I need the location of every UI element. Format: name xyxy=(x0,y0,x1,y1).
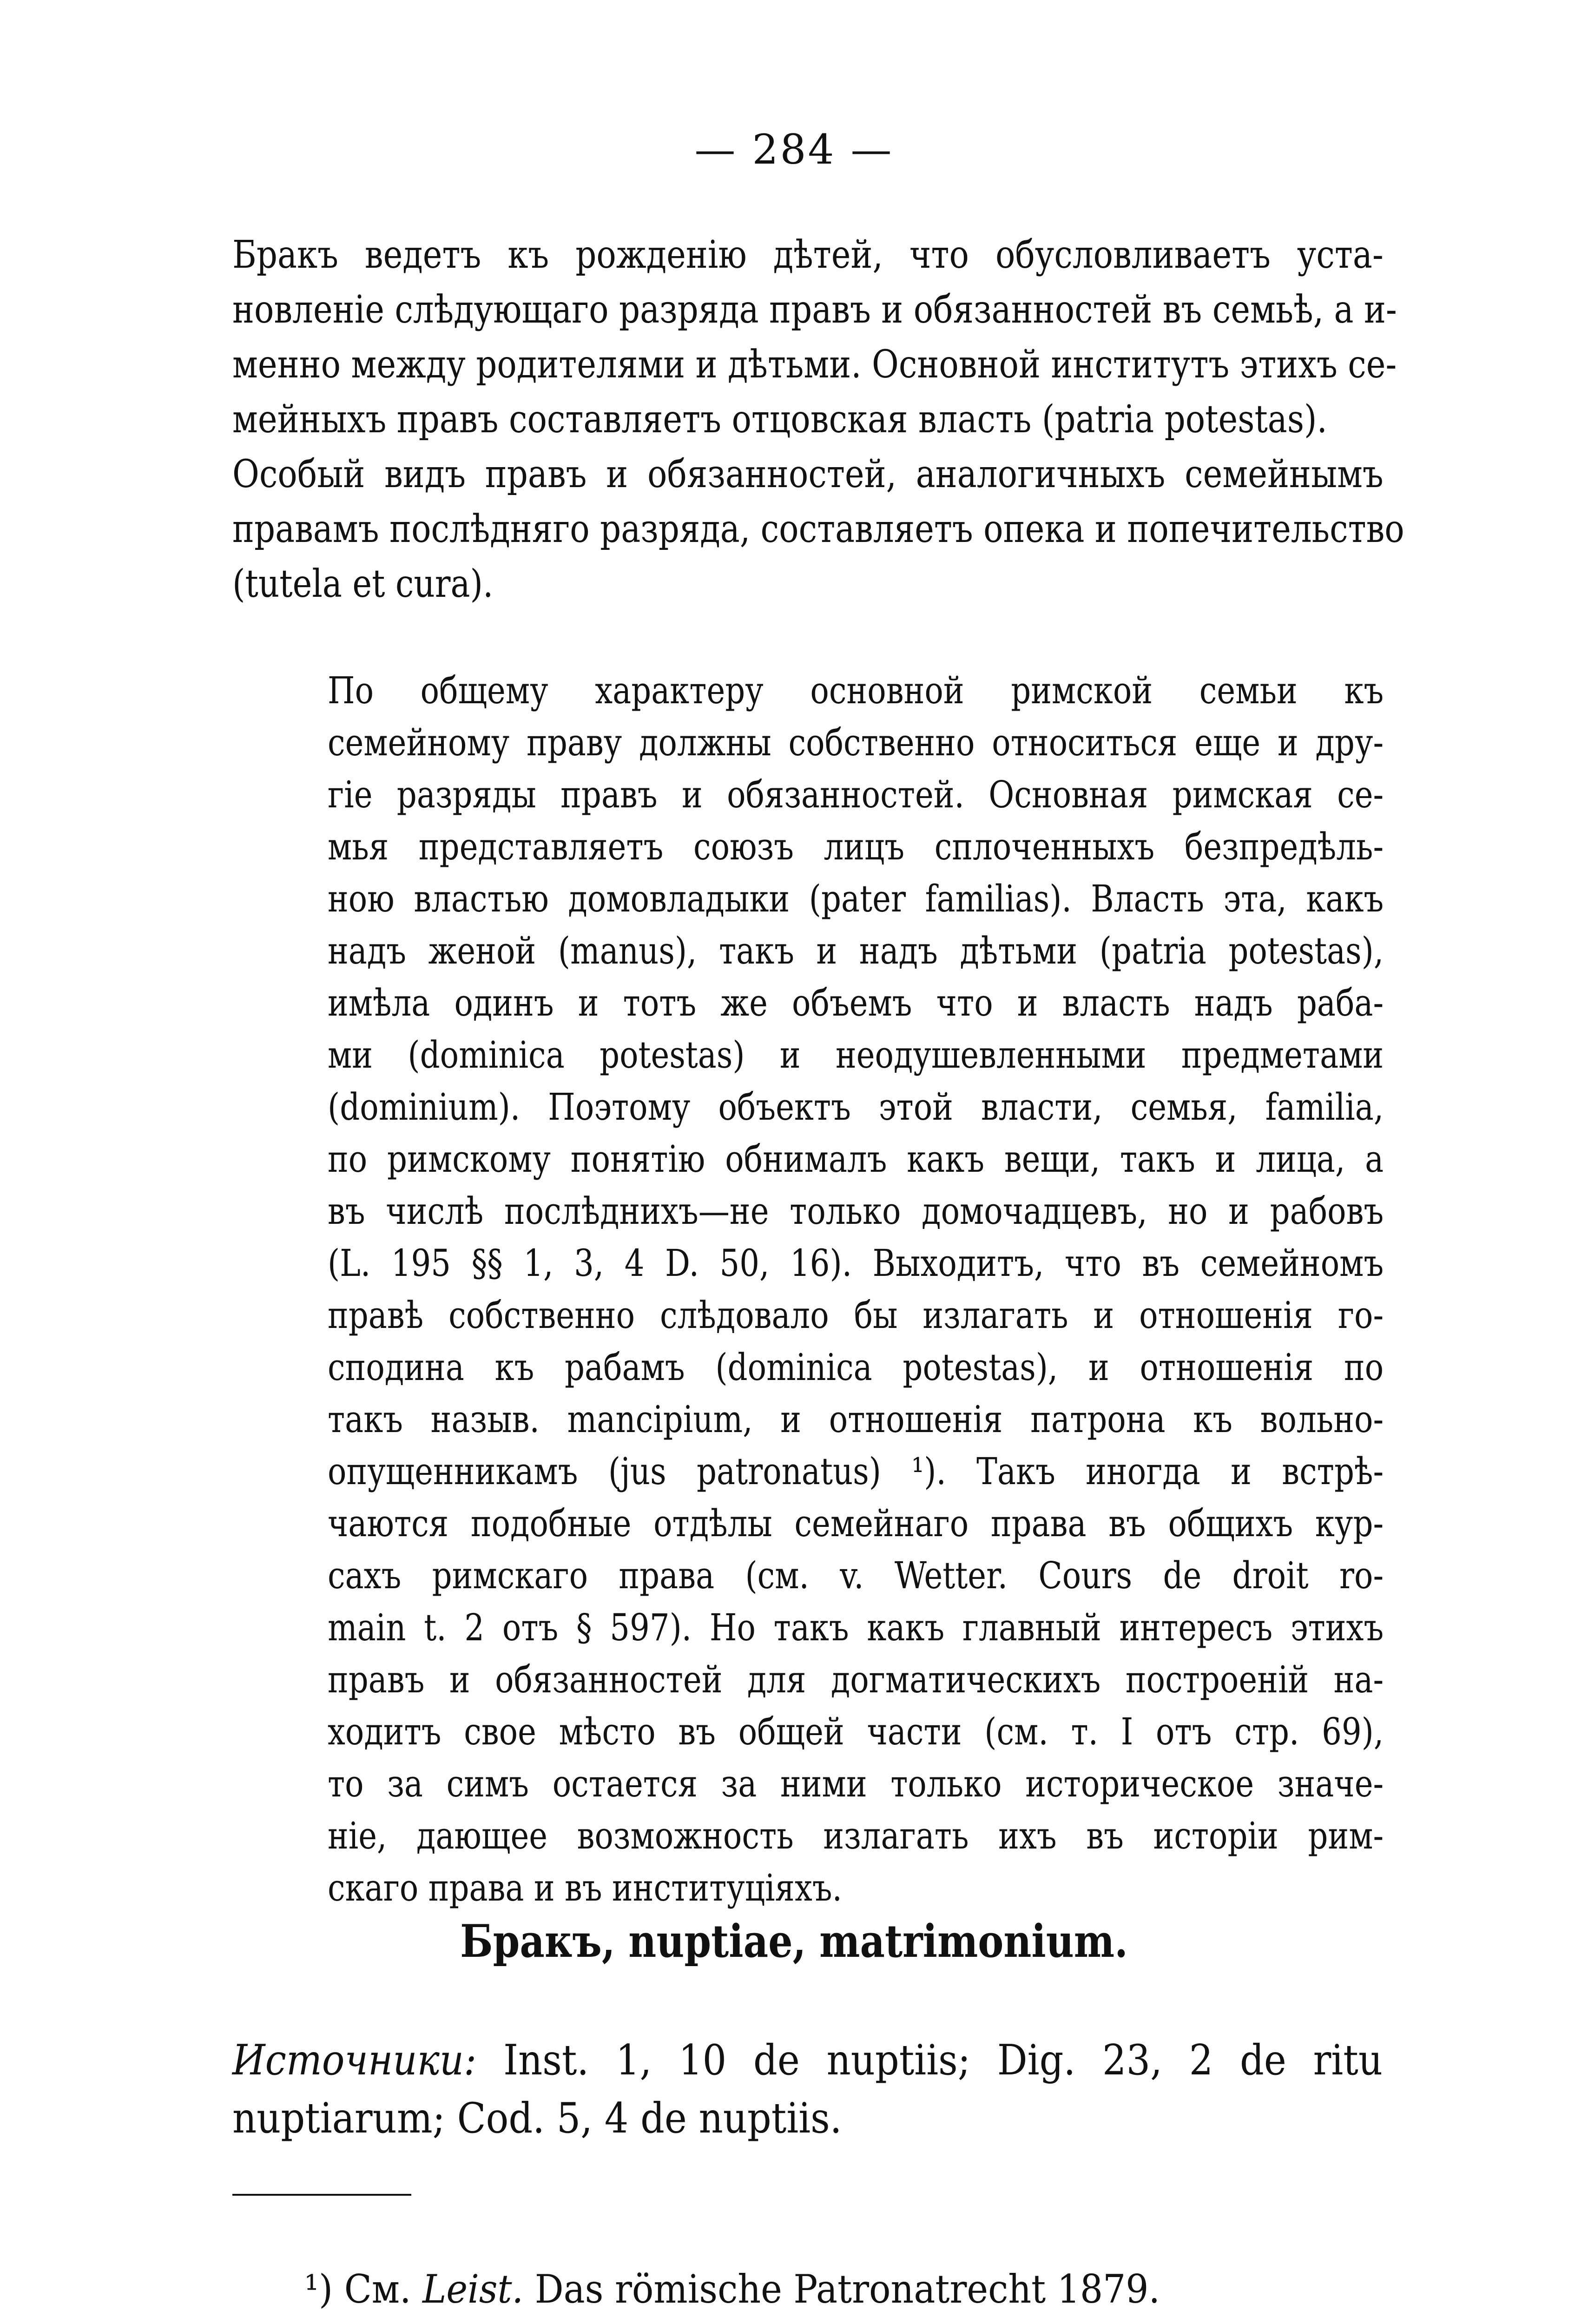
sources-line xyxy=(232,2031,1383,2089)
text-line: чаются подобные отдѣлы семейнаго права въ общихъ кур- xyxy=(328,1502,1384,1545)
text-line: въ числѣ послѣднихъ—не только домочадцевъ, но и рабовъ xyxy=(328,1189,1384,1233)
text-line: Особый видъ правъ и обязанностей, аналогичныхъ семейнымъ xyxy=(232,452,1384,496)
text-line: имѣла одинъ и тотъ же объемъ что и власть надъ раба- xyxy=(328,981,1384,1024)
footnote-divider xyxy=(232,2194,411,2196)
text-line: правамъ послѣдняго разряда, составляетъ опека и попечительство xyxy=(232,507,1404,551)
page-number: — 284 — xyxy=(694,125,894,173)
text-line: (tutela et cura). xyxy=(232,562,494,606)
text-line: опущенникамъ (jus patronatus) ¹). Такъ иногда и встрѣ- xyxy=(328,1450,1384,1493)
section-heading: Бракъ, nuptiae, matrimonium. xyxy=(460,1915,1128,1967)
sources-line: nuptiarum; Cod. 5, 4 de nuptiis. xyxy=(232,2094,842,2143)
text-line: main t. 2 отъ § 597). Но такъ какъ главный интересъ этихъ xyxy=(328,1606,1384,1649)
text-line: такъ назыв. mancipium, и отношенія патрона къ вольно- xyxy=(328,1398,1384,1441)
text-line: сахъ римскаго права (см. v. Wetter. Cours de droit ro- xyxy=(328,1554,1384,1597)
text-line: по римскому понятію обнималъ какъ вещи, такъ и лица, а xyxy=(328,1137,1384,1181)
sources-text: Inst. 1, 10 de nuptiis; Dig. 23, 2 de ritu xyxy=(476,2036,1383,2085)
footnote-prefix: См. xyxy=(333,2266,423,2312)
text-line: то за симъ остается за ними только историческое значе- xyxy=(328,1762,1384,1805)
text-line: (L. 195 §§ 1, 3, 4 D. 50, 16). Выходитъ, что въ семейномъ xyxy=(328,1241,1384,1285)
text-line: ми (dominica potestas) и неодушевленными предметами xyxy=(328,1033,1384,1076)
text-line: мья представляетъ союзъ лицъ сплоченныхъ безпредѣль- xyxy=(328,825,1384,868)
text-line: Бракъ ведетъ къ рожденію дѣтей, что обусловливаетъ уста- xyxy=(232,233,1384,277)
sources-label: Источники: xyxy=(232,2036,477,2085)
text-line: скаго права и въ институціяхъ. xyxy=(328,1866,842,1909)
text-line: ніе, дающее возможность излагать ихъ въ исторіи рим- xyxy=(328,1814,1384,1857)
footnote-title: Das römische Patronatrecht 1879. xyxy=(523,2266,1160,2312)
text-line: ною властью домовладыки (pater familias). Власть эта, какъ xyxy=(328,877,1384,920)
sources-block xyxy=(232,2031,1383,2147)
text-line: По общему характеру основной римской семьи къ xyxy=(328,669,1384,712)
paragraph-family-law xyxy=(328,665,1384,1914)
text-line: менно между родителями и дѣтьми. Основной институтъ этихъ се- xyxy=(232,343,1397,387)
footnote xyxy=(304,2264,1160,2315)
text-line: (dominium). Поэтому объектъ этой власти, семья, familia, xyxy=(328,1085,1384,1129)
text-line: новленіе слѣдующаго разряда правъ и обязанностей въ семьѣ, а и- xyxy=(232,288,1397,332)
text-line: семейному праву должны собственно относиться еще и дру- xyxy=(328,721,1384,764)
text-line: ходитъ свое мѣсто въ общей части (см. т. I отъ стр. 69), xyxy=(328,1710,1384,1753)
text-line: надъ женой (manus), такъ и надъ дѣтьми (patria potestas), xyxy=(328,929,1384,972)
text-line: правъ и обязанностей для догматическихъ построеній на- xyxy=(328,1658,1384,1701)
paragraph-intro xyxy=(232,228,1404,612)
text-line: гіе разряды правъ и обязанностей. Основная римская се- xyxy=(328,773,1384,816)
text-line: правѣ собственно слѣдовало бы излагать и отношенія го- xyxy=(328,1294,1384,1337)
text-line: мейныхъ правъ составляетъ отцовская власть (patria potestas). xyxy=(232,397,1327,442)
footnote-marker: ¹) xyxy=(304,2266,333,2312)
footnote-author: Leist. xyxy=(422,2266,524,2312)
text-line: сподина къ рабамъ (dominica potestas), и отношенія по xyxy=(328,1346,1384,1389)
